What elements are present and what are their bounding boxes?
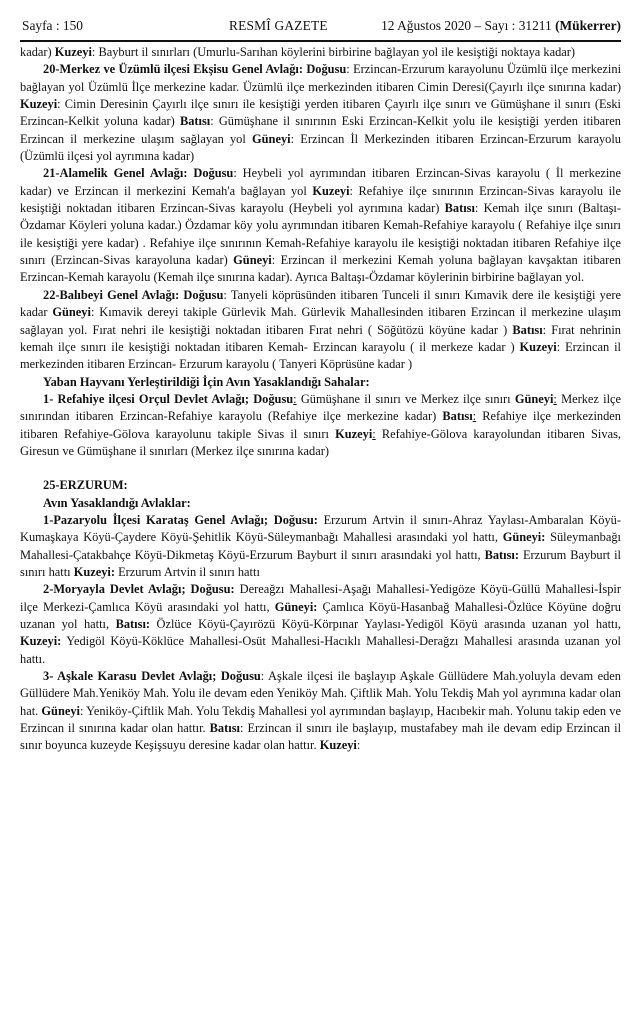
underline-run: : (372, 426, 376, 441)
text-run: : Erzincan il merkezini Kemah yoluna bağlayan kavşaktan itibaren Erzincan-Kemah karayolu (Kemah ilçe sınırına kadar). Ayrıca Baltaşı-Özdamar köylerinin birbirine bağlayan yol. (20, 253, 621, 285)
text-run: Erzurum Artvin il sınırı-Ahraz Yaylası-Ambaralan Köyü-Kumaşkaya Köyü-Çaydere Köyü-Şehitlik Köyü-Süleymanbağı Mahallesi arasındaki yol hattı, (20, 512, 621, 545)
bold-run: Kuzeyi (335, 426, 373, 441)
text-run: Erzurum Artvin il sınırı hattı (115, 564, 260, 579)
bold-run: Batısı (442, 409, 473, 424)
bold-run: Kuzeyi (20, 97, 58, 112)
bold-run: Kuzeyi (312, 183, 350, 198)
text-run: : Cimin Deresinin Çayırlı ilçe sınırı ile kesiştiği yerden itibaren Çayırlı ilçe sınırı ve Gümüşhane il sınırı (Eski Erzincan-Kelkit yoluna kadar) (20, 97, 621, 129)
text-run: : (356, 738, 361, 753)
bold-run: Batısı: (484, 547, 519, 562)
bold-run: 21-Alamelik Genel Avlağı: Doğusu (43, 166, 234, 181)
text-run: : Erzincan il sınırı ile başlayıp, mustafabey mah ile devam edip Erzincan il sınır boyunca kuzeyde Keşişsuyu deresine kadar olan hattır. (20, 721, 622, 753)
text-run: Dereağzı Mahallesi-Aşağı Mahallesi-Yedigöze Köyü-Güllü Mahallesi-İspir ilçe Merkezi-Çamlıca Köyü arasındaki yol hattı, (20, 582, 622, 614)
bold-run: Batısı (444, 201, 475, 216)
bold-run: Batısı (179, 114, 211, 129)
bold-run: Batısı (512, 322, 543, 337)
text-run: : Kımavik dereyi takiple Gürlevik Mah. Gürlevik Mahallesinden itibaren Erzincan il merkezine ulaşım sağlayan yol. Fırat nehri ile kesiştiği noktadan itibaren Fırat nehri ( Söğütözü köyüne kadar ) (20, 305, 621, 337)
issue-edition: (Mükerrer) (555, 18, 621, 33)
bold-run: Kuzeyi (519, 339, 557, 354)
paragraph (20, 512, 621, 581)
paragraph (20, 44, 621, 61)
text-run: : Fırat nehrinin kemah ilçe sınırı ile kesiştiği noktadan itibaren Kemah- Erzincan karayolu ( il merkeze kadar ) (20, 322, 621, 354)
paragraph (20, 477, 621, 494)
header-rule (20, 40, 621, 42)
bold-run: 1- Refahiye ilçesi Orçul Devlet Avlağı; Doğusu (43, 391, 294, 406)
bold-run: Batısı (209, 721, 240, 736)
text-run: : Refahiye ilçe sınırının Erzincan-Sivas karayolu ile kesiştiği noktadan itibaren Erzincan-Sivas karayolu (Heybeli yol ayrımına kadar) (20, 183, 621, 216)
paragraph (20, 668, 621, 755)
underline-run: : (293, 391, 297, 406)
bold-run: Güneyi: (502, 530, 546, 545)
bold-run: Kuzeyi (54, 45, 92, 59)
text-run: : Bayburt il sınırları (Umurlu-Sarıhan köylerini birbirine bağlayan yol ile kesiştiği noktaya kadar) (91, 45, 576, 59)
bold-run: Güneyi (252, 131, 291, 146)
bold-run: Güneyi: (274, 599, 318, 614)
text-run: : Yeniköy-Çiftlik Mah. Yolu Tekdiş Mahallesi yol ayrımından başlayıp, Hacıbekir mah. Yolunu takip eden ve Erzincan il sınırına kadar olan hattır. (20, 703, 621, 736)
bold-run: Batısı: (115, 617, 151, 631)
bold-run: 2-Moryayla Devlet Avlağı; Doğusu: (43, 582, 235, 597)
paragraph (20, 495, 621, 512)
issue-info (381, 18, 621, 34)
text-run: kadar) (20, 45, 55, 59)
paragraph (20, 61, 621, 165)
document-body (20, 44, 621, 755)
bold-run: Avın Yasaklandığı Avlaklar: (43, 495, 191, 510)
bold-run: Güneyi (52, 305, 91, 320)
bold-run: 3- Aşkale Karasu Devlet Avlağı; Doğusu (43, 669, 261, 684)
bold-run: Kuzeyi: (20, 634, 62, 649)
text-run: Refahiye-Gölova karayolundan itibaren Sivas, Giresun ve Gümüşhane il sınırları (Merkez ilçe sınırına kadar) (20, 426, 621, 458)
text-run: : Kemah ilçe sınırı (Baltaşı-Özdamar Köyleri yoluna kadar.) Özdamar köy yolu ayrımından itibaren Kemah-Refahiye karayolu ( Refahiye ilçe sınırı ile kesiştiği yere kadar) . Refahiye ilçe sınırının Kemah-Refahiye karayolu ile kesiştiği noktadan itibaren Refahiye ilçe sınırı (Erzincan-Sivas karayoluna kadar) (20, 201, 621, 268)
underline-run: : (553, 391, 557, 406)
bold-run: Güneyi (233, 253, 272, 268)
text-run: Merkez ilçe sınırından itibaren Erzincan-Refahiye karayolu (Refahiye ilçe merkezine kadar) (20, 391, 622, 424)
text-run: Refahiye ilçe merkezinden itibaren Refahiye-Gölova karayolunu takiple Sivas il sınırı (20, 409, 621, 441)
gazette-title: RESMÎ GAZETE (229, 18, 328, 33)
issue-date-number: 12 Ağustos 2020 – Sayı : 31211 (381, 18, 552, 33)
paragraph (20, 581, 621, 668)
bold-run: Kuzeyi: (73, 564, 115, 579)
text-run: : Heybeli yol ayrımından itibaren Erzincan-Sivas karayolu ( İl merkezine kadar) ve Erzincan il merkezini Kemah'a bağlayan yol (20, 166, 621, 198)
text-run: : Aşkale ilçesi ile başlayıp Aşkale Güllüdere Mah.yoluyla devam eden Güllüdere Mah.Yeniköy Mah. Yolu ile devam eden Yeniköy Mah. Çiftlik Mah. Yolu Tekdiş Mah yol ayrımına kadar olan hat. (20, 669, 621, 718)
text-run: Süleymanbağı Mahallesi-Çatakbahçe Köyü-Dikmetaş Köyü-Erzurum Bayburt il sınırı arasındaki yol hattı, (20, 530, 621, 562)
bold-run: 1-Pazaryolu İlçesi Karataş Genel Avlağı; Doğusu: (43, 512, 318, 527)
paragraph (20, 391, 621, 460)
bold-run: Kuzeyi (319, 738, 357, 753)
text-run: : Erzincan il merkezinden itibaren Erzincan- Erzurum karayolu ( Tanyeri Köprüsüne kadar ) (20, 339, 621, 372)
bold-run: 20-Merkez ve Üzümlü ilçesi Ekşisu Genel Avlağı: Doğusu (43, 62, 347, 77)
text-run: Gümüşhane il sınırı ve Merkez ilçe sınırı (296, 391, 515, 406)
text-run: Yedigöl Köyü-Köklüce Mahallesi-Osüt Mahallesi-Hacıklı Mahallesi-Derağzı Mahallesi arasında uzanan yol hattı. (20, 634, 621, 666)
text-run: Erzurum Bayburt il sınırı hattı (20, 547, 621, 579)
bold-run: Yaban Hayvanı Yerleştirildiği İçin Avın Yasaklandığı Sahalar: (43, 374, 370, 389)
bold-run: Güneyi (41, 703, 80, 718)
paragraph (20, 287, 621, 374)
text-run: : Gümüşhane il sınırının Eski Erzincan-Kelkit yolu ile kesiştiği yerden itibaren Erzincan il merkezine ulaşım sağlayan yol (20, 114, 621, 146)
text-run: : Tanyeli köprüsünden itibaren Tunceli il sınırı Kımavik dere ile kesiştiği yere kadar (20, 287, 621, 320)
text-run: : Erzincan-Erzurum karayolunu Üzümlü ilçe merkezini bağlayan yol Üzümlü İlçe merkezine kadar. Üzümlü ilçe merkezinden itibaren Cimin Deresi(Çayırlı ilçe sınırına kadar) (20, 62, 622, 94)
text-run: Özlüce Köyü-Çayırözü Köyü-Körpınar Yaylası-Yedigöl Köyü arasında uzanan yol hattı, (150, 617, 621, 631)
text-run: Çamlıca Köyü-Hasanbağ Mahallesi-Özlüce Köyüne doğru uzanan yol hattı, (20, 599, 621, 631)
text-run: : Erzincan İl Merkezinden itibaren Erzincan-Erzurum karayolu (Üzümlü ilçesi yol ayrımına kadar) (20, 131, 621, 164)
bold-run: Güneyi (514, 391, 554, 406)
page-number: Sayfa : 150 (22, 18, 83, 33)
page-header (22, 18, 621, 38)
bold-run: 22-Balıbeyi Genel Avlağı: Doğusu (43, 287, 224, 302)
bold-run: 25-ERZURUM: (43, 478, 128, 493)
underline-run: : (472, 409, 477, 424)
paragraph (20, 165, 621, 286)
paragraph (20, 374, 621, 391)
